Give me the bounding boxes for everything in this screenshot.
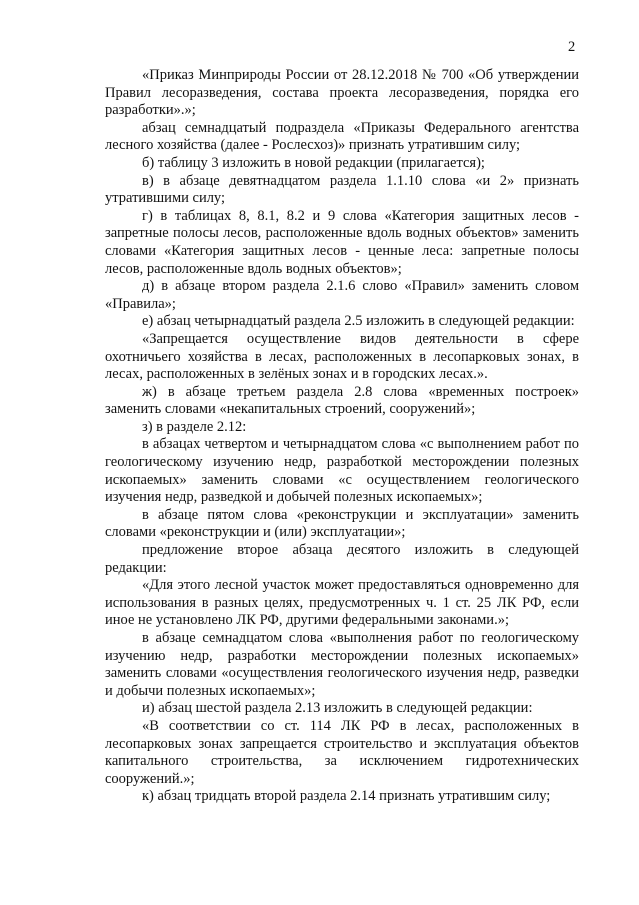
document-body [105, 67, 579, 806]
paragraph-item-z: з) в разделе 2.12: [142, 418, 247, 435]
paragraph-item-zh: ж) в абзаце третьем раздела 2.8 слова «временных построек» заменить словами «некапитальных строений, сооружений»; [105, 383, 579, 418]
paragraph-item-b: б) таблицу 3 изложить в новой редакции (прилагается); [142, 154, 485, 171]
paragraph-subsection-17: абзац семнадцатый подраздела «Приказы Федерального агентства лесного хозяйства (далее - Рослесхоз)» признать утратившим силу; [105, 119, 579, 154]
paragraph-item-k: к) абзац тридцать второй раздела 2.14 признать утратившим силу; [142, 788, 551, 805]
paragraph-abzac-10: предложение второе абзаца десятого изложить в следующей редакции: [105, 542, 579, 576]
paragraph-quote-lesnoy-uchastok: «Для этого лесной участок может предоставляться одновременно для использования в разных целях, предусмотренных ч. 1 ст. 25 ЛК РФ, если иное не установлено ЛК РФ, другими федеральными законами.»; [105, 577, 579, 629]
paragraph-abzac-17: в абзаце семнадцатом слова «выполнения работ по геологическому изучению недр, разработки месторождении полезных ископаемых» заменить словами «осуществления геологического изучения недр, разведки и добычи полезных ископаемых»; [105, 630, 579, 699]
paragraph-item-d: д) в абзаце втором раздела 2.1.6 слово «Правил» заменить словом «Правила»; [105, 278, 579, 312]
paragraph-abzac-5: в абзаце пятом слова «реконструкции и эксплуатации» заменить словами «реконструкции и (или) эксплуатации»; [105, 506, 579, 541]
paragraph-quote-art-114: «В соответствии со ст. 114 ЛК РФ в лесах, расположенных в лесопарковых зонах запрещается строительство и эксплуатация объектов капитального строительства, за исключением гидротехнических сооружений.»; [105, 717, 579, 787]
paragraph-item-i: и) абзац шестой раздела 2.13 изложить в следующей редакции: [142, 700, 533, 717]
paragraph-item-v: в) в абзаце девятнадцатом раздела 1.1.10 слова «и 2» признать утратившими силу; [105, 172, 579, 207]
paragraph-item-e: е) абзац четырнадцатый раздела 2.5 изложить в следующей редакции: [142, 313, 575, 330]
page-number: 2 [568, 39, 576, 55]
paragraph-abzac-4-14: в абзацах четвертом и четырнадцатом слова «с выполнением работ по геологическому изучению недр, разработкой месторождении полезных ископаемых» заменить словами «с осуществлением геологического изучения недр, разведкой и добычей полезных ископаемых»; [105, 436, 579, 506]
paragraph-quote-hunting: «Запрещается осуществление видов деятельности в сфере охотничьего хозяйства в лесах, расположенных в лесопарковых зонах, в лесах, расположенных в зелёных зонах и в городских лесах.». [105, 330, 579, 383]
paragraph-order-citation: «Приказ Минприроды России от 28.12.2018 № 700 «Об утверждении Правил лесоразведения, состава проекта лесоразведения, порядка его разработки».»; [105, 67, 579, 119]
paragraph-item-g: г) в таблицах 8, 8.1, 8.2 и 9 слова «Категория защитных лесов - запретные полосы лесов, расположенные вдоль водных объектов» заменить словами «Категория защитных лесов - ценные леса: запретные полосы лесов, расположенные вдоль водных объектов»; [105, 207, 579, 277]
